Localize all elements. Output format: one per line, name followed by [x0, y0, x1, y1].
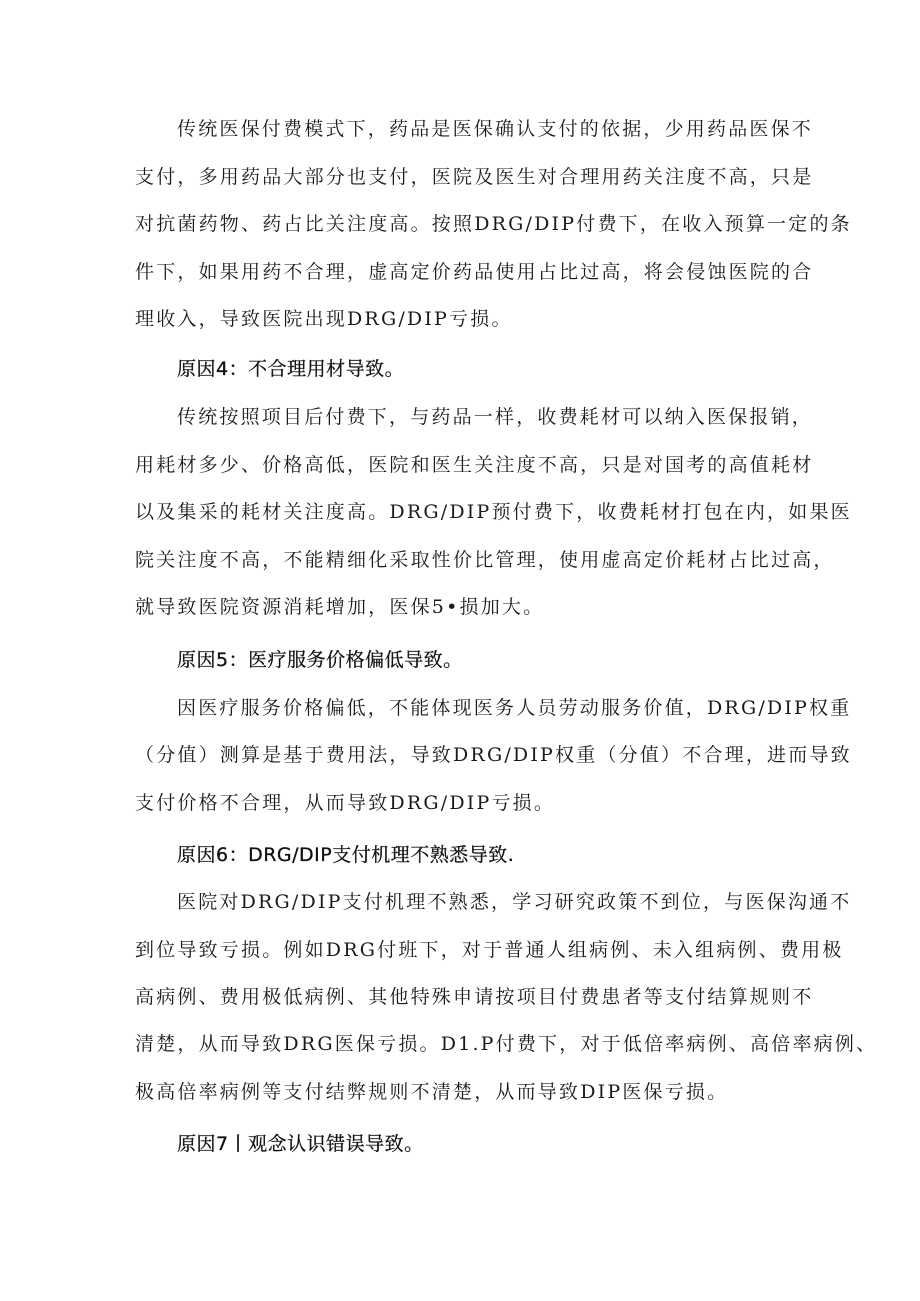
- paragraph-line: 到位导致亏损。例如DRG付班下，对于普通人组病例、未入组病例、费用极: [135, 939, 844, 961]
- paragraph-line: 清楚，从而导致DRG医保亏损。D1.P付费下，对于低倍率病例、高倍率病例、: [135, 1033, 878, 1055]
- paragraph-line: 件下，如果用药不合理，虚高定价药品使用占比过高，将会侵蚀医院的合: [135, 261, 814, 283]
- section-heading-reason-7: 原因7丨观念认识错误导致。: [177, 1133, 424, 1155]
- paragraph-line: 因医疗服务价格偏低，不能体现医务人员劳动服务价值，DRG/DIP权重: [177, 697, 852, 719]
- paragraph-line: 对抗菌药物、药占比关注度高。按照DRG/DIP付费下，在收入预算一定的条: [135, 213, 852, 235]
- paragraph-line: 用耗材多少、价格高低，医院和医生关注度不高，只是对国考的高值耗材: [135, 454, 814, 476]
- paragraph-line: 传统医保付费模式下，药品是医保确认支付的依据，少用药品医保不: [177, 118, 814, 140]
- paragraph-line: 高病例、费用极低病例、其他特殊申请按项目付费患者等支付结算规则不: [135, 986, 814, 1008]
- paragraph-line: 医院对DRG/DIP支付机理不熟悉，学习研究政策不到位，与医保沟通不: [177, 891, 852, 913]
- paragraph-line: 以及集采的耗材关注度高。DRG/DIP预付费下，收费耗材打包在内，如果医: [135, 501, 852, 523]
- section-heading-reason-4: 原因4：不合理用材导致。: [177, 358, 405, 380]
- section-heading-reason-5: 原因5：医疗服务价格偏低导致。: [177, 649, 463, 671]
- paragraph-line: 就导致医院资源消耗增加，医保5•损加大。: [135, 596, 545, 618]
- paragraph-line: （分值）测算是基于费用法，导致DRG/DIP权重（分值）不合理，进而导致: [135, 744, 852, 766]
- paragraph-line: 传统按照项目后付费下，与药品一样，收费耗材可以纳入医保报销，: [177, 406, 814, 428]
- paragraph-line: 理收入，导致医院出现DRG/DIP亏损。: [135, 308, 513, 330]
- paragraph-line: 极高倍率病例等支付结弊规则不清楚，从而导致DIP医保亏损。: [135, 1081, 729, 1103]
- paragraph-line: 院关注度不高，不能精细化采取性价比管理，使用虚高定价耗材占比过高，: [135, 549, 835, 571]
- paragraph-line: 支付价格不合理，从而导致DRG/DIP亏损。: [135, 792, 556, 814]
- section-heading-reason-6: 原因6：DRG/DIP支付机理不熟悉导致.: [177, 844, 515, 866]
- paragraph-line: 支付，多用药品大部分也支付，医院及医生对合理用药关注度不高，只是: [135, 166, 814, 188]
